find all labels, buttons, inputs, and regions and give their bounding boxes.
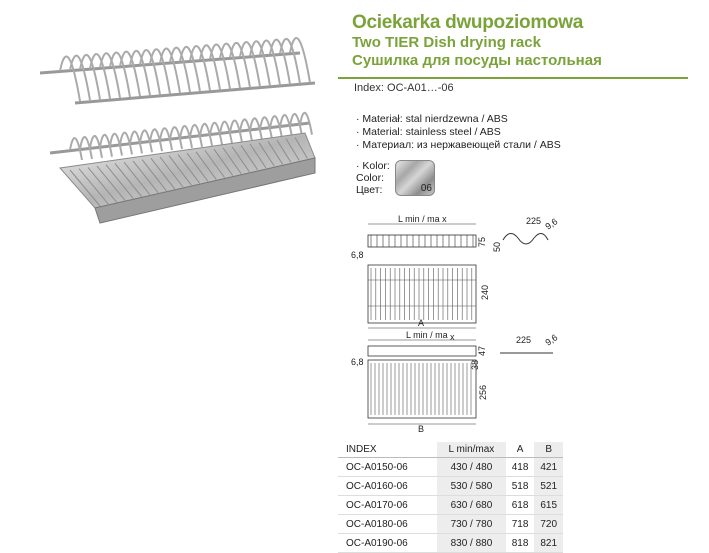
- cell-index: OC-A0170-06: [338, 496, 437, 515]
- header-b: B: [534, 442, 563, 458]
- dim-label-b: B: [418, 424, 425, 434]
- dim-bot-l: L min / ma: [406, 330, 448, 340]
- title-block: [352, 12, 602, 70]
- cell-a: 518: [506, 477, 535, 496]
- cell-a: 618: [506, 496, 535, 515]
- material-ru: · Материал: из нержавеющей стали / ABS: [356, 139, 561, 152]
- technical-drawing: [338, 210, 563, 435]
- title-russian: Сушилка для посуды настольная: [352, 52, 602, 69]
- table-row: [338, 458, 563, 477]
- cell-b: 821: [534, 534, 563, 553]
- cell-lminmax: 830 / 880: [437, 534, 506, 553]
- dim-top-225: 225: [526, 216, 542, 226]
- dim-top-75: 75: [477, 236, 487, 247]
- product-photo: [20, 8, 320, 238]
- dim-bot-225: 225: [516, 335, 532, 345]
- dim-top-96: 9,6: [543, 216, 560, 232]
- header-lminmax: L min/max: [437, 442, 506, 458]
- color-label-ru: Цвет:: [356, 184, 383, 196]
- cell-lminmax: 530 / 580: [437, 477, 506, 496]
- dim-height-256: 256: [478, 384, 488, 400]
- table-row: [338, 515, 563, 534]
- dim-top-l: L min / ma x: [398, 214, 447, 224]
- color-code: 06: [420, 183, 432, 194]
- cell-b: 615: [534, 496, 563, 515]
- cell-index: OC-A0190-06: [338, 534, 437, 553]
- cell-index: OC-A0160-06: [338, 477, 437, 496]
- material-en: · Material: stainless steel / ABS: [356, 126, 561, 139]
- table-header-row: [338, 442, 563, 458]
- material-list: [356, 113, 561, 152]
- table-row: [338, 534, 563, 553]
- cell-lminmax: 630 / 680: [437, 496, 506, 515]
- dim-side-68-top: 6,8: [351, 250, 364, 260]
- dim-bot-47: 47: [477, 345, 487, 356]
- cell-a: 818: [506, 534, 535, 553]
- material-pl: · Materiał: stal nierdzewna / ABS: [356, 113, 561, 126]
- title-english: Two TIER Dish drying rack: [352, 34, 541, 51]
- color-swatch: [395, 160, 435, 196]
- cell-a: 418: [506, 458, 535, 477]
- header-a: A: [506, 442, 535, 458]
- dim-bot-38: 38: [470, 359, 480, 370]
- index-line: Index: OC-A01…-06: [354, 82, 454, 94]
- dim-bot-96: 9,6: [543, 332, 560, 348]
- cell-index: OC-A0180-06: [338, 515, 437, 534]
- table-row: [338, 496, 563, 515]
- header-index: INDEX: [338, 442, 437, 458]
- color-label-pl: · Kolor:: [356, 160, 390, 172]
- table-row: [338, 477, 563, 496]
- dim-bot-x: x: [450, 332, 455, 342]
- dim-side-68-bot: 6,8: [351, 357, 364, 367]
- dim-height-240: 240: [480, 284, 490, 300]
- spec-table: [338, 442, 563, 553]
- color-label-en: Color:: [356, 172, 385, 184]
- title-polish: Ociekarka dwupoziomowa: [352, 12, 583, 33]
- color-labels: [356, 160, 390, 196]
- title-divider: [338, 77, 688, 79]
- cell-index: OC-A0150-06: [338, 458, 437, 477]
- cell-a: 718: [506, 515, 535, 534]
- cell-b: 720: [534, 515, 563, 534]
- cell-lminmax: 730 / 780: [437, 515, 506, 534]
- dim-label-a: A: [418, 318, 425, 328]
- dim-top-50: 50: [492, 241, 502, 252]
- cell-b: 421: [534, 458, 563, 477]
- cell-b: 521: [534, 477, 563, 496]
- cell-lminmax: 430 / 480: [437, 458, 506, 477]
